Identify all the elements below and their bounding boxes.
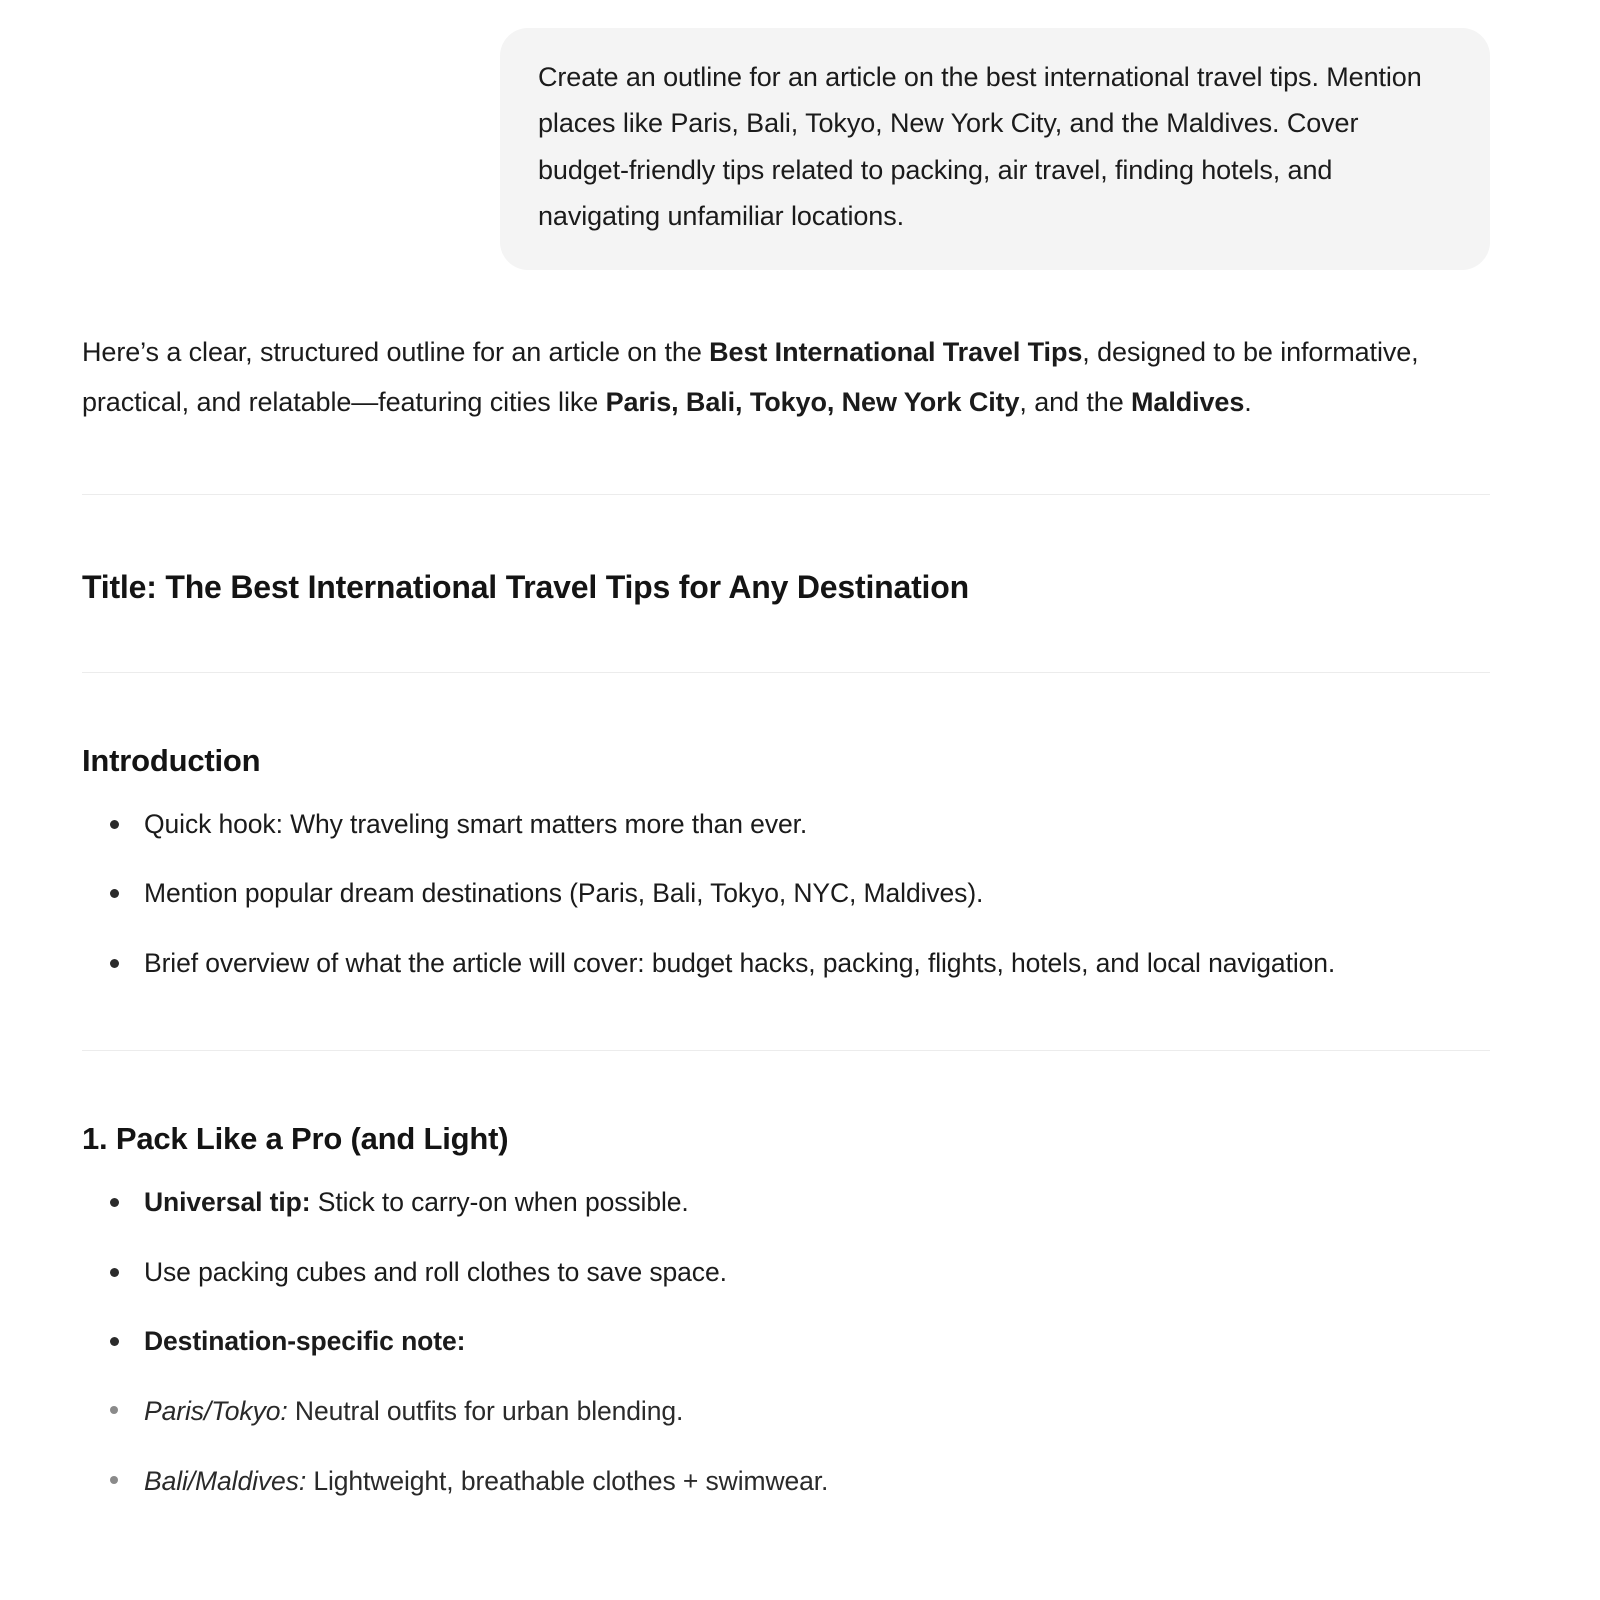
intro-text-part-4: . (1244, 386, 1252, 417)
user-message-bubble: Create an outline for an article on the best international travel tips. Mention places like Paris, Bali, Tokyo, New York City, and the Maldives. Cover budget-friendly tips related to packing, air travel, finding hotels, and navigating unfamiliar locations. (500, 28, 1490, 270)
bullet-text: Mention popular dream destinations (Paris, Bali, Tokyo, NYC, Maldives). (144, 878, 984, 909)
packing-sub-bullet-list (82, 1392, 1490, 1502)
intro-text-part-3: , and the (1019, 386, 1132, 417)
list-item (82, 1253, 1490, 1293)
divider-3 (82, 1050, 1490, 1051)
intro-bold-3: Maldives (1131, 386, 1245, 417)
introduction-bullet-list (82, 805, 1490, 984)
intro-bold-2: Paris, Bali, Tokyo, New York City (605, 386, 1020, 417)
list-item (82, 1392, 1490, 1432)
divider-1 (82, 494, 1490, 495)
bullet-label: Destination-specific note: (144, 1326, 466, 1357)
bullet-text: Use packing cubes and roll clothes to save space. (144, 1256, 727, 1287)
list-item (82, 944, 1490, 984)
list-item (82, 1322, 1490, 1362)
intro-text-part-2: , designed to be informative, practical, and relatable—featuring cities like (82, 336, 1419, 417)
assistant-response (0, 270, 1600, 1502)
bullet-label: Universal tip: (144, 1186, 311, 1217)
sub-bullet-label: Bali/Maldives: (144, 1465, 307, 1496)
bullet-text: Quick hook: Why traveling smart matters more than ever. (144, 808, 808, 839)
section-heading-pack-like-a-pro: 1. Pack Like a Pro (and Light) (82, 1120, 509, 1156)
bullet-text: Stick to carry-on when possible. (310, 1186, 689, 1217)
intro-text-part-1: Here’s a clear, structured outline for an article on the (82, 336, 710, 367)
section-heading-introduction: Introduction (82, 742, 261, 778)
packing-bullet-list (82, 1183, 1490, 1362)
list-item (82, 1462, 1490, 1502)
list-item (82, 805, 1490, 845)
sub-bullet-text: Neutral outfits for urban blending. (287, 1396, 684, 1427)
divider-2 (82, 672, 1490, 673)
list-item (82, 1183, 1490, 1223)
sub-bullet-label: Paris/Tokyo: (144, 1396, 288, 1427)
intro-paragraph (82, 328, 1490, 428)
sub-bullet-text: Lightweight, breathable clothes + swimwear. (306, 1465, 829, 1496)
intro-bold-1: Best International Travel Tips (709, 336, 1083, 367)
article-title-heading: Title: The Best International Travel Tips for Any Destination (82, 568, 969, 605)
user-message-row (0, 0, 1600, 270)
list-item (82, 874, 1490, 914)
bullet-text: Brief overview of what the article will cover: budget hacks, packing, flights, hotels, and local navigation. (144, 948, 1336, 979)
